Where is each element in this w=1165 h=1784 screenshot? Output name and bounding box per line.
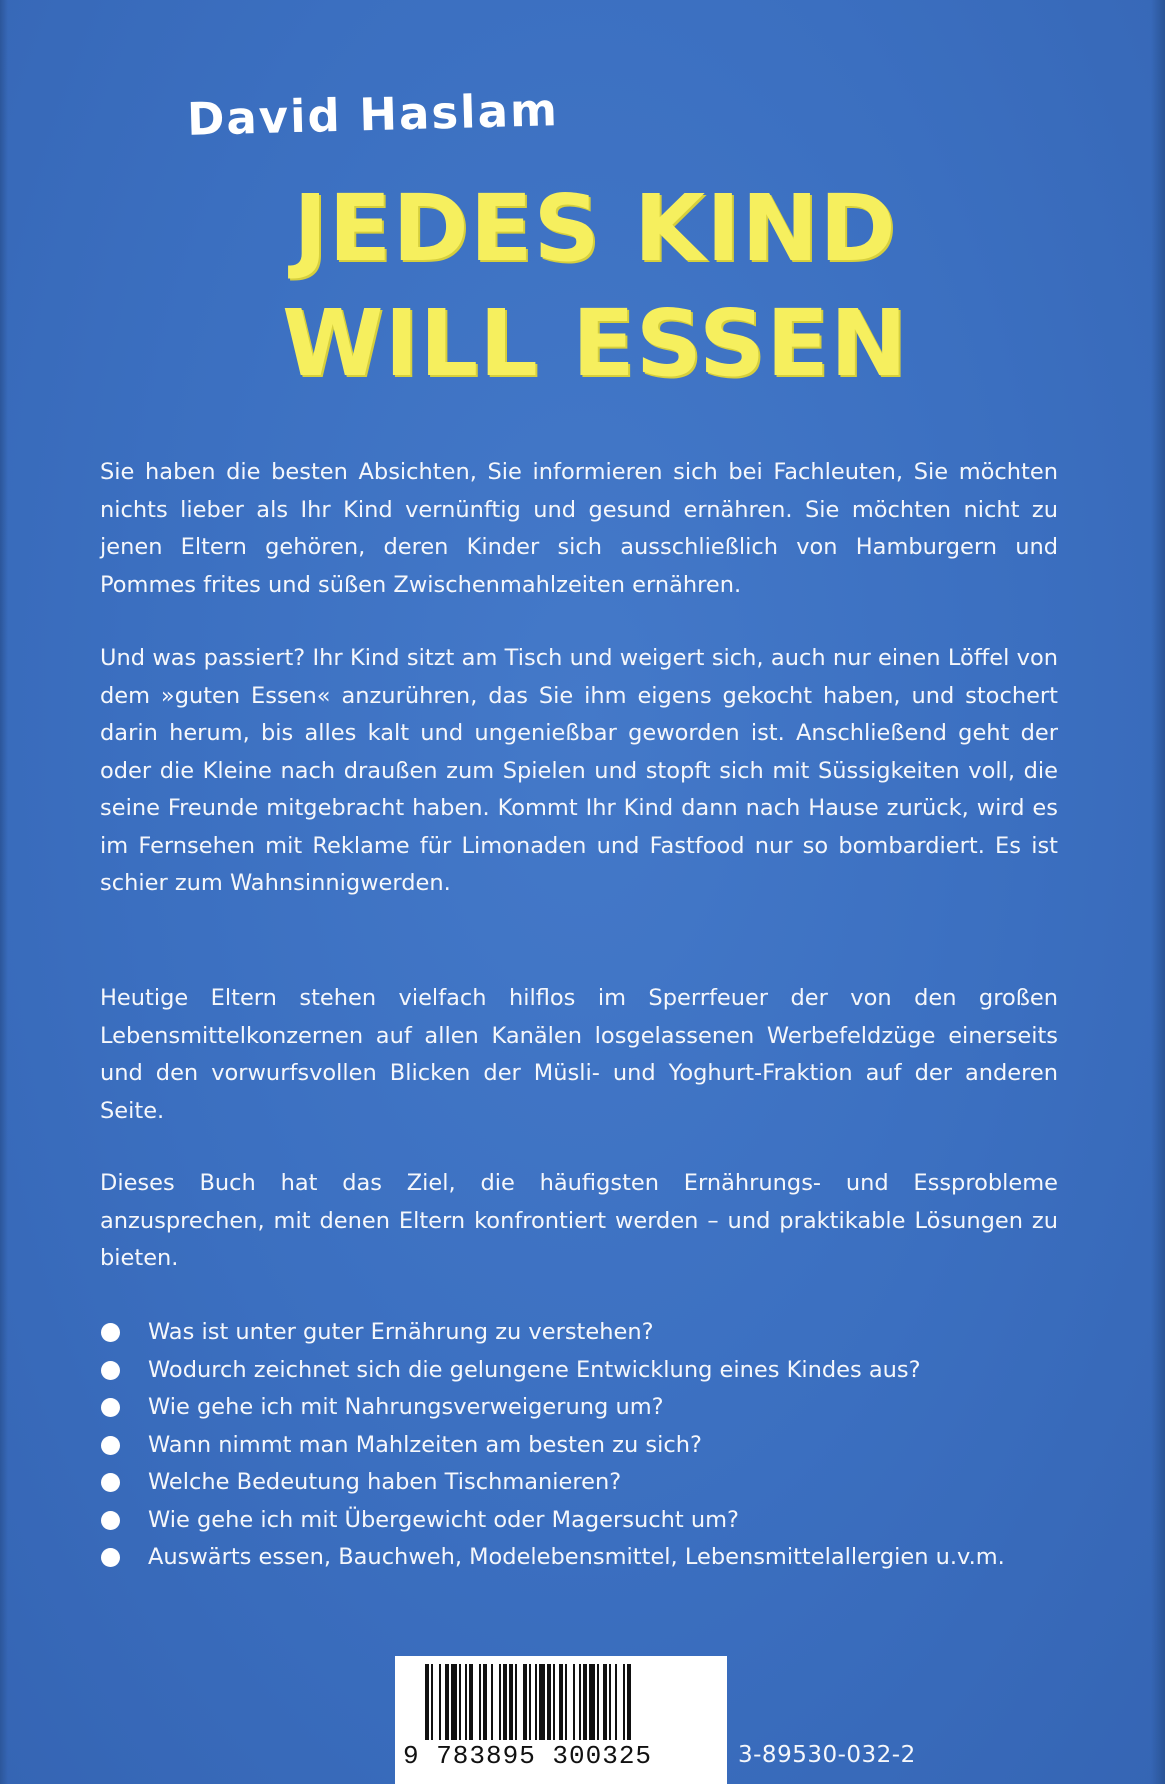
blurb-paragraph-2: Und was passiert? Ihr Kind sitzt am Tisch und weigert sich, auch nur einen Löffel von dem »guten Essen« anzurühren, das Sie ihm eigens gekocht haben, und stochert darin herum, bis alles kalt und ungenießbar geworden ist. Anschließend geht der oder die Kleine nach draußen zum Spielen und stopft sich mit Süssigkeiten voll, die seine Freunde mitgebracht haben. Kommt Ihr Kind dann nach Hause zurück, wird es im Fernsehen mit Reklame für Limonaden und Fastfood nur so bombardiert. Es ist schier zum Wahnsinnigwerden. — [100, 645, 1058, 896]
bullet-text: Wodurch zeichnet sich die gelungene Entwicklung eines Kindes aus? — [148, 1356, 921, 1383]
barcode-bar — [589, 1664, 595, 1740]
list-item — [100, 1352, 1058, 1390]
bullet-dot-icon — [101, 1473, 120, 1492]
list-item — [100, 1539, 1058, 1577]
barcode-bar — [609, 1664, 611, 1740]
barcode-bar — [503, 1664, 507, 1740]
barcode-bar — [579, 1664, 581, 1740]
bullet-dot-icon — [101, 1361, 120, 1380]
barcode-bar — [439, 1664, 441, 1740]
barcode-bar — [539, 1664, 545, 1740]
bullet-dot-icon — [101, 1323, 120, 1342]
barcode-bar — [597, 1664, 599, 1740]
barcode-bar — [431, 1664, 433, 1740]
bullet-text: Wie gehe ich mit Übergewicht oder Magersucht um? — [148, 1506, 739, 1533]
list-item — [100, 1464, 1058, 1502]
bullet-text: Wann nimmt man Mahlzeiten am besten zu sich? — [148, 1431, 702, 1458]
bullet-dot-icon — [101, 1398, 120, 1417]
barcode-bar — [553, 1664, 555, 1740]
barcode-bar — [445, 1664, 449, 1740]
barcode-icon — [425, 1664, 697, 1740]
title-line-2: WILL ESSEN — [281, 290, 909, 397]
topic-bullet-list — [100, 1314, 1058, 1577]
barcode-bar — [499, 1664, 501, 1740]
bullet-dot-icon — [101, 1548, 120, 1567]
list-item — [100, 1427, 1058, 1465]
list-item — [100, 1389, 1058, 1427]
barcode-bar — [583, 1664, 587, 1740]
barcode-bar — [603, 1664, 607, 1740]
barcode-bar — [565, 1664, 567, 1740]
cover-left-edge — [0, 0, 8, 1784]
barcode-bar — [523, 1664, 527, 1740]
barcode-bar — [535, 1664, 537, 1740]
barcode-bar — [469, 1664, 473, 1740]
barcode-bar — [509, 1664, 513, 1740]
bullet-text: Was ist unter guter Ernährung zu verstehen? — [148, 1319, 654, 1345]
blurb-paragraph-4: Dieses Buch hat das Ziel, die häufigsten Ernährungs- und Essprobleme anzusprechen, mit denen Eltern konfrontiert werden – und praktikable Lösungen zu bieten. — [100, 1170, 1058, 1271]
barcode-bar — [529, 1664, 531, 1740]
bullet-dot-icon — [101, 1511, 120, 1530]
barcode-bar — [479, 1664, 481, 1740]
title-line-1: JEDES KIND — [293, 175, 897, 282]
cover-right-edge — [1151, 0, 1165, 1784]
barcode-label — [395, 1656, 727, 1784]
barcode-bar — [615, 1664, 617, 1740]
barcode-bar — [547, 1664, 551, 1740]
barcode-bar — [425, 1664, 429, 1740]
barcode-bar — [515, 1664, 517, 1740]
barcode-bar — [451, 1664, 457, 1740]
barcode-bar — [459, 1664, 461, 1740]
list-item — [100, 1314, 1058, 1352]
bullet-text: Auswärts essen, Bauchweh, Modelebensmittel, Lebensmittelallergien u.v.m. — [148, 1544, 1005, 1570]
blurb-paragraph-1: Sie haben die besten Absichten, Sie informieren sich bei Fachleuten, Sie möchten nichts lieber als Ihr Kind vernünftig und gesund ernähren. Sie möchten nicht zu jenen Eltern gehören, deren Kinder sich ausschließlich von Hamburgern und Pommes frites und süßen Zwischenmahlzeiten ernähren. — [100, 459, 1058, 598]
barcode-digits: 9 783895 300325 — [403, 1741, 653, 1771]
barcode-bar — [573, 1664, 575, 1740]
barcode-bar — [465, 1664, 467, 1740]
barcode-bar — [623, 1664, 625, 1740]
bullet-dot-icon — [101, 1436, 120, 1455]
blurb-paragraph-3: Heutige Eltern stehen vielfach hilflos im Sperrfeuer der von den großen Lebensmittelkonzernen auf allen Kanälen losgelassenen Werbefeldzüge einerseits und den vorwurfsvollen Blicken der Müsli- und Yoghurt-Fraktion auf der anderen Seite. — [100, 985, 1058, 1124]
barcode-bar — [491, 1664, 493, 1740]
barcode-bar — [627, 1664, 631, 1740]
bullet-text: Welche Bedeutung haben Tischmanieren? — [148, 1469, 622, 1495]
barcode-bar — [483, 1664, 487, 1740]
author-name: David Haslam — [186, 83, 560, 146]
isbn-number: 3-89530-032-2 — [738, 1742, 916, 1768]
bullet-text: Wie gehe ich mit Nahrungsverweigerung um? — [148, 1394, 664, 1420]
list-item — [100, 1502, 1058, 1540]
barcode-bar — [559, 1664, 563, 1740]
